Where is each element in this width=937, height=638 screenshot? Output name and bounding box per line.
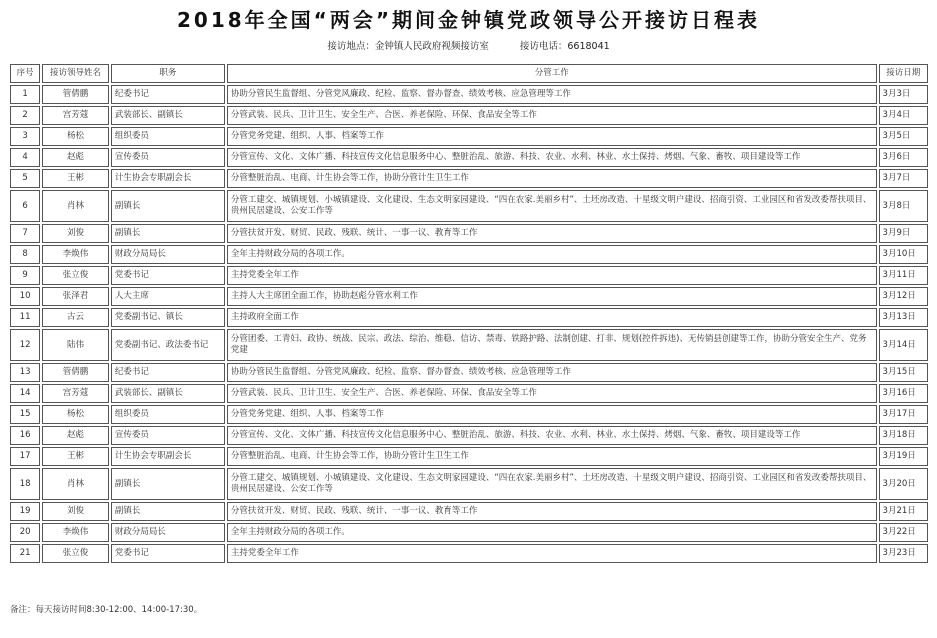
responsibilities: 主持政府全面工作 (227, 308, 877, 327)
responsibilities: 分管武装、民兵、卫计卫生、安全生产、合医、养老保险、环保、食品安全等工作 (227, 384, 877, 403)
leader-title: 纪委书记 (111, 363, 225, 382)
leader-name: 王彬 (42, 169, 109, 188)
table-row (10, 502, 928, 521)
leader-name: 赵彪 (42, 148, 109, 167)
leader-title: 党委副书记、政法委书记 (111, 329, 225, 361)
row-number: 7 (10, 224, 40, 243)
table-row (10, 523, 928, 542)
table-row (10, 106, 928, 125)
table-row (10, 544, 928, 563)
page-title: 2018年全国“两会”期间金钟镇党政领导公开接访日程表 (177, 8, 760, 32)
leader-name: 王彬 (42, 447, 109, 466)
table-row (10, 287, 928, 306)
visit-date: 3月23日 (879, 544, 928, 563)
table-row (10, 245, 928, 264)
responsibilities: 分管整脏治乱、电商、计生协会等工作，协助分管计生卫生工作 (227, 447, 877, 466)
leader-name: 刘俊 (42, 502, 109, 521)
row-number: 18 (10, 468, 40, 500)
responsibilities: 全年主持财政分局的各项工作。 (227, 523, 877, 542)
responsibilities: 分管整脏治乱、电商、计生协会等工作，协助分管计生卫生工作 (227, 169, 877, 188)
leader-name: 杨松 (42, 127, 109, 146)
row-number: 5 (10, 169, 40, 188)
leader-name: 宫芳蔻 (42, 384, 109, 403)
responsibilities: 分管宣传、文化、文体广播、科技宣传文化信息服务中心、整脏治乱、旅游、科技、农业、水利、林业、水土保持、烤烟、气象、畜牧、项目建设等工作 (227, 426, 877, 445)
responsibilities: 协助分管民生监督组、分管党风廉政、纪检、监察、督办督查、绩效考核、应急管理等工作 (227, 85, 877, 104)
leader-title: 财政分局局长 (111, 245, 225, 264)
responsibilities: 主持党委全年工作 (227, 266, 877, 285)
responsibilities: 分管团委、工青妇、政协、统战、民宗、政法、综治、维稳、信访、禁毒、铁路护路、法制创建、打非、规划(控件拆违)、无传销县创建等工作，协助分管安全生产、党务党建 (227, 329, 877, 361)
visit-location: 接访地点：金钟镇人民政府视频接访室 (327, 41, 489, 52)
visit-date: 3月11日 (879, 266, 928, 285)
row-number: 19 (10, 502, 40, 521)
row-number: 10 (10, 287, 40, 306)
leader-title: 武装部长、副镇长 (111, 106, 225, 125)
leader-title: 宣传委员 (111, 148, 225, 167)
responsibilities: 分管党务党建、组织、人事、档案等工作 (227, 405, 877, 424)
table-row (10, 169, 928, 188)
leader-title: 武装部长、副镇长 (111, 384, 225, 403)
table-row (10, 363, 928, 382)
leader-title: 副镇长 (111, 224, 225, 243)
leader-name: 陆伟 (42, 329, 109, 361)
header-no: 序号 (10, 64, 40, 83)
row-number: 3 (10, 127, 40, 146)
row-number: 20 (10, 523, 40, 542)
visit-date: 3月14日 (879, 329, 928, 361)
leader-name: 杨松 (42, 405, 109, 424)
row-number: 1 (10, 85, 40, 104)
visit-date: 3月17日 (879, 405, 928, 424)
leader-title: 党委书记 (111, 544, 225, 563)
row-number: 11 (10, 308, 40, 327)
visit-date: 3月10日 (879, 245, 928, 264)
row-number: 8 (10, 245, 40, 264)
table-row (10, 308, 928, 327)
visit-phone: 接访电话：6618041 (519, 41, 610, 52)
visit-date: 3月5日 (879, 127, 928, 146)
visit-date: 3月12日 (879, 287, 928, 306)
leader-name: 管倩鹏 (42, 363, 109, 382)
visit-date: 3月8日 (879, 190, 928, 222)
row-number: 21 (10, 544, 40, 563)
visit-date: 3月4日 (879, 106, 928, 125)
visit-date: 3月16日 (879, 384, 928, 403)
header-date: 接访日期 (879, 64, 928, 83)
leader-title: 财政分局局长 (111, 523, 225, 542)
visit-date: 3月18日 (879, 426, 928, 445)
responsibilities: 分管工建交、城镇规划、小城镇建设、文化建设、生态文明家园建设、“四在农家.美丽乡村”、土坯房改造、十星级文明户建设、招商引资、工业园区和省发改委帮扶项目、贵州民居建设、公安工作等 (227, 468, 877, 500)
responsibilities: 分管宣传、文化、文体广播、科技宣传文化信息服务中心、整脏治乱、旅游、科技、农业、水利、林业、水土保持、烤烟、气象、畜牧、项目建设等工作 (227, 148, 877, 167)
leader-name: 肖林 (42, 190, 109, 222)
leader-name: 李焕伟 (42, 245, 109, 264)
leader-name: 古云 (42, 308, 109, 327)
table-row (10, 127, 928, 146)
row-number: 13 (10, 363, 40, 382)
table-row (10, 329, 928, 361)
row-number: 6 (10, 190, 40, 222)
leader-name: 张泽君 (42, 287, 109, 306)
header-work: 分管工作 (227, 64, 877, 83)
leader-title: 纪委书记 (111, 85, 225, 104)
row-number: 14 (10, 384, 40, 403)
table-row (10, 447, 928, 466)
visit-date: 3月9日 (879, 224, 928, 243)
table-row (10, 190, 928, 222)
responsibilities: 分管工建交、城镇规划、小城镇建设、文化建设、生态文明家园建设、“四在农家.美丽乡村”、土坯房改造、十星级文明户建设、招商引资、工业园区和省发改委帮扶项目、贵州民居建设、公安工作等 (227, 190, 877, 222)
leader-name: 刘俊 (42, 224, 109, 243)
responsibilities: 分管扶贫开发、财贸、民政、残联、统计、一事一议、教育等工作 (227, 502, 877, 521)
leader-name: 赵彪 (42, 426, 109, 445)
schedule-table (8, 62, 930, 565)
leader-name: 肖林 (42, 468, 109, 500)
leader-title: 党委书记 (111, 266, 225, 285)
footnote: 备注：每天接访时间8:30-12:00、14:00-17:30。 (10, 605, 203, 615)
visit-date: 3月19日 (879, 447, 928, 466)
table-row (10, 85, 928, 104)
row-number: 4 (10, 148, 40, 167)
row-number: 9 (10, 266, 40, 285)
table-row (10, 266, 928, 285)
table-row (10, 224, 928, 243)
leader-title: 副镇长 (111, 190, 225, 222)
leader-title: 副镇长 (111, 502, 225, 521)
responsibilities: 全年主持财政分局的各项工作。 (227, 245, 877, 264)
leader-name: 张立俊 (42, 266, 109, 285)
table-row (10, 468, 928, 500)
visit-date: 3月15日 (879, 363, 928, 382)
table-row (10, 384, 928, 403)
table-row (10, 148, 928, 167)
visit-date: 3月6日 (879, 148, 928, 167)
leader-title: 人大主席 (111, 287, 225, 306)
table-row (10, 426, 928, 445)
visit-date: 3月3日 (879, 85, 928, 104)
leader-title: 组织委员 (111, 127, 225, 146)
leader-title: 党委副书记、镇长 (111, 308, 225, 327)
leader-title: 宣传委员 (111, 426, 225, 445)
table-header-row (10, 64, 928, 83)
visit-date: 3月22日 (879, 523, 928, 542)
visit-date: 3月13日 (879, 308, 928, 327)
row-number: 15 (10, 405, 40, 424)
row-number: 12 (10, 329, 40, 361)
responsibilities: 协助分管民生监督组、分管党风廉政、纪检、监察、督办督查、绩效考核、应急管理等工作 (227, 363, 877, 382)
leader-title: 副镇长 (111, 468, 225, 500)
responsibilities: 分管武装、民兵、卫计卫生、安全生产、合医、养老保险、环保、食品安全等工作 (227, 106, 877, 125)
header-title: 职务 (111, 64, 225, 83)
visit-date: 3月21日 (879, 502, 928, 521)
responsibilities: 分管党务党建、组织、人事、档案等工作 (227, 127, 877, 146)
table-row (10, 405, 928, 424)
responsibilities: 主持党委全年工作 (227, 544, 877, 563)
row-number: 16 (10, 426, 40, 445)
responsibilities: 主持人大主席团全面工作，协助赵彪分管水利工作 (227, 287, 877, 306)
header-name: 接访领导姓名 (42, 64, 109, 83)
leader-title: 组织委员 (111, 405, 225, 424)
leader-name: 宫芳蔻 (42, 106, 109, 125)
responsibilities: 分管扶贫开发、财贸、民政、残联、统计、一事一议、教育等工作 (227, 224, 877, 243)
visit-date: 3月20日 (879, 468, 928, 500)
leader-name: 张立俊 (42, 544, 109, 563)
contact-info (0, 38, 937, 52)
row-number: 17 (10, 447, 40, 466)
row-number: 2 (10, 106, 40, 125)
leader-name: 李焕伟 (42, 523, 109, 542)
leader-title: 计生协会专职副会长 (111, 169, 225, 188)
visit-date: 3月7日 (879, 169, 928, 188)
leader-name: 管倩鹏 (42, 85, 109, 104)
leader-title: 计生协会专职副会长 (111, 447, 225, 466)
